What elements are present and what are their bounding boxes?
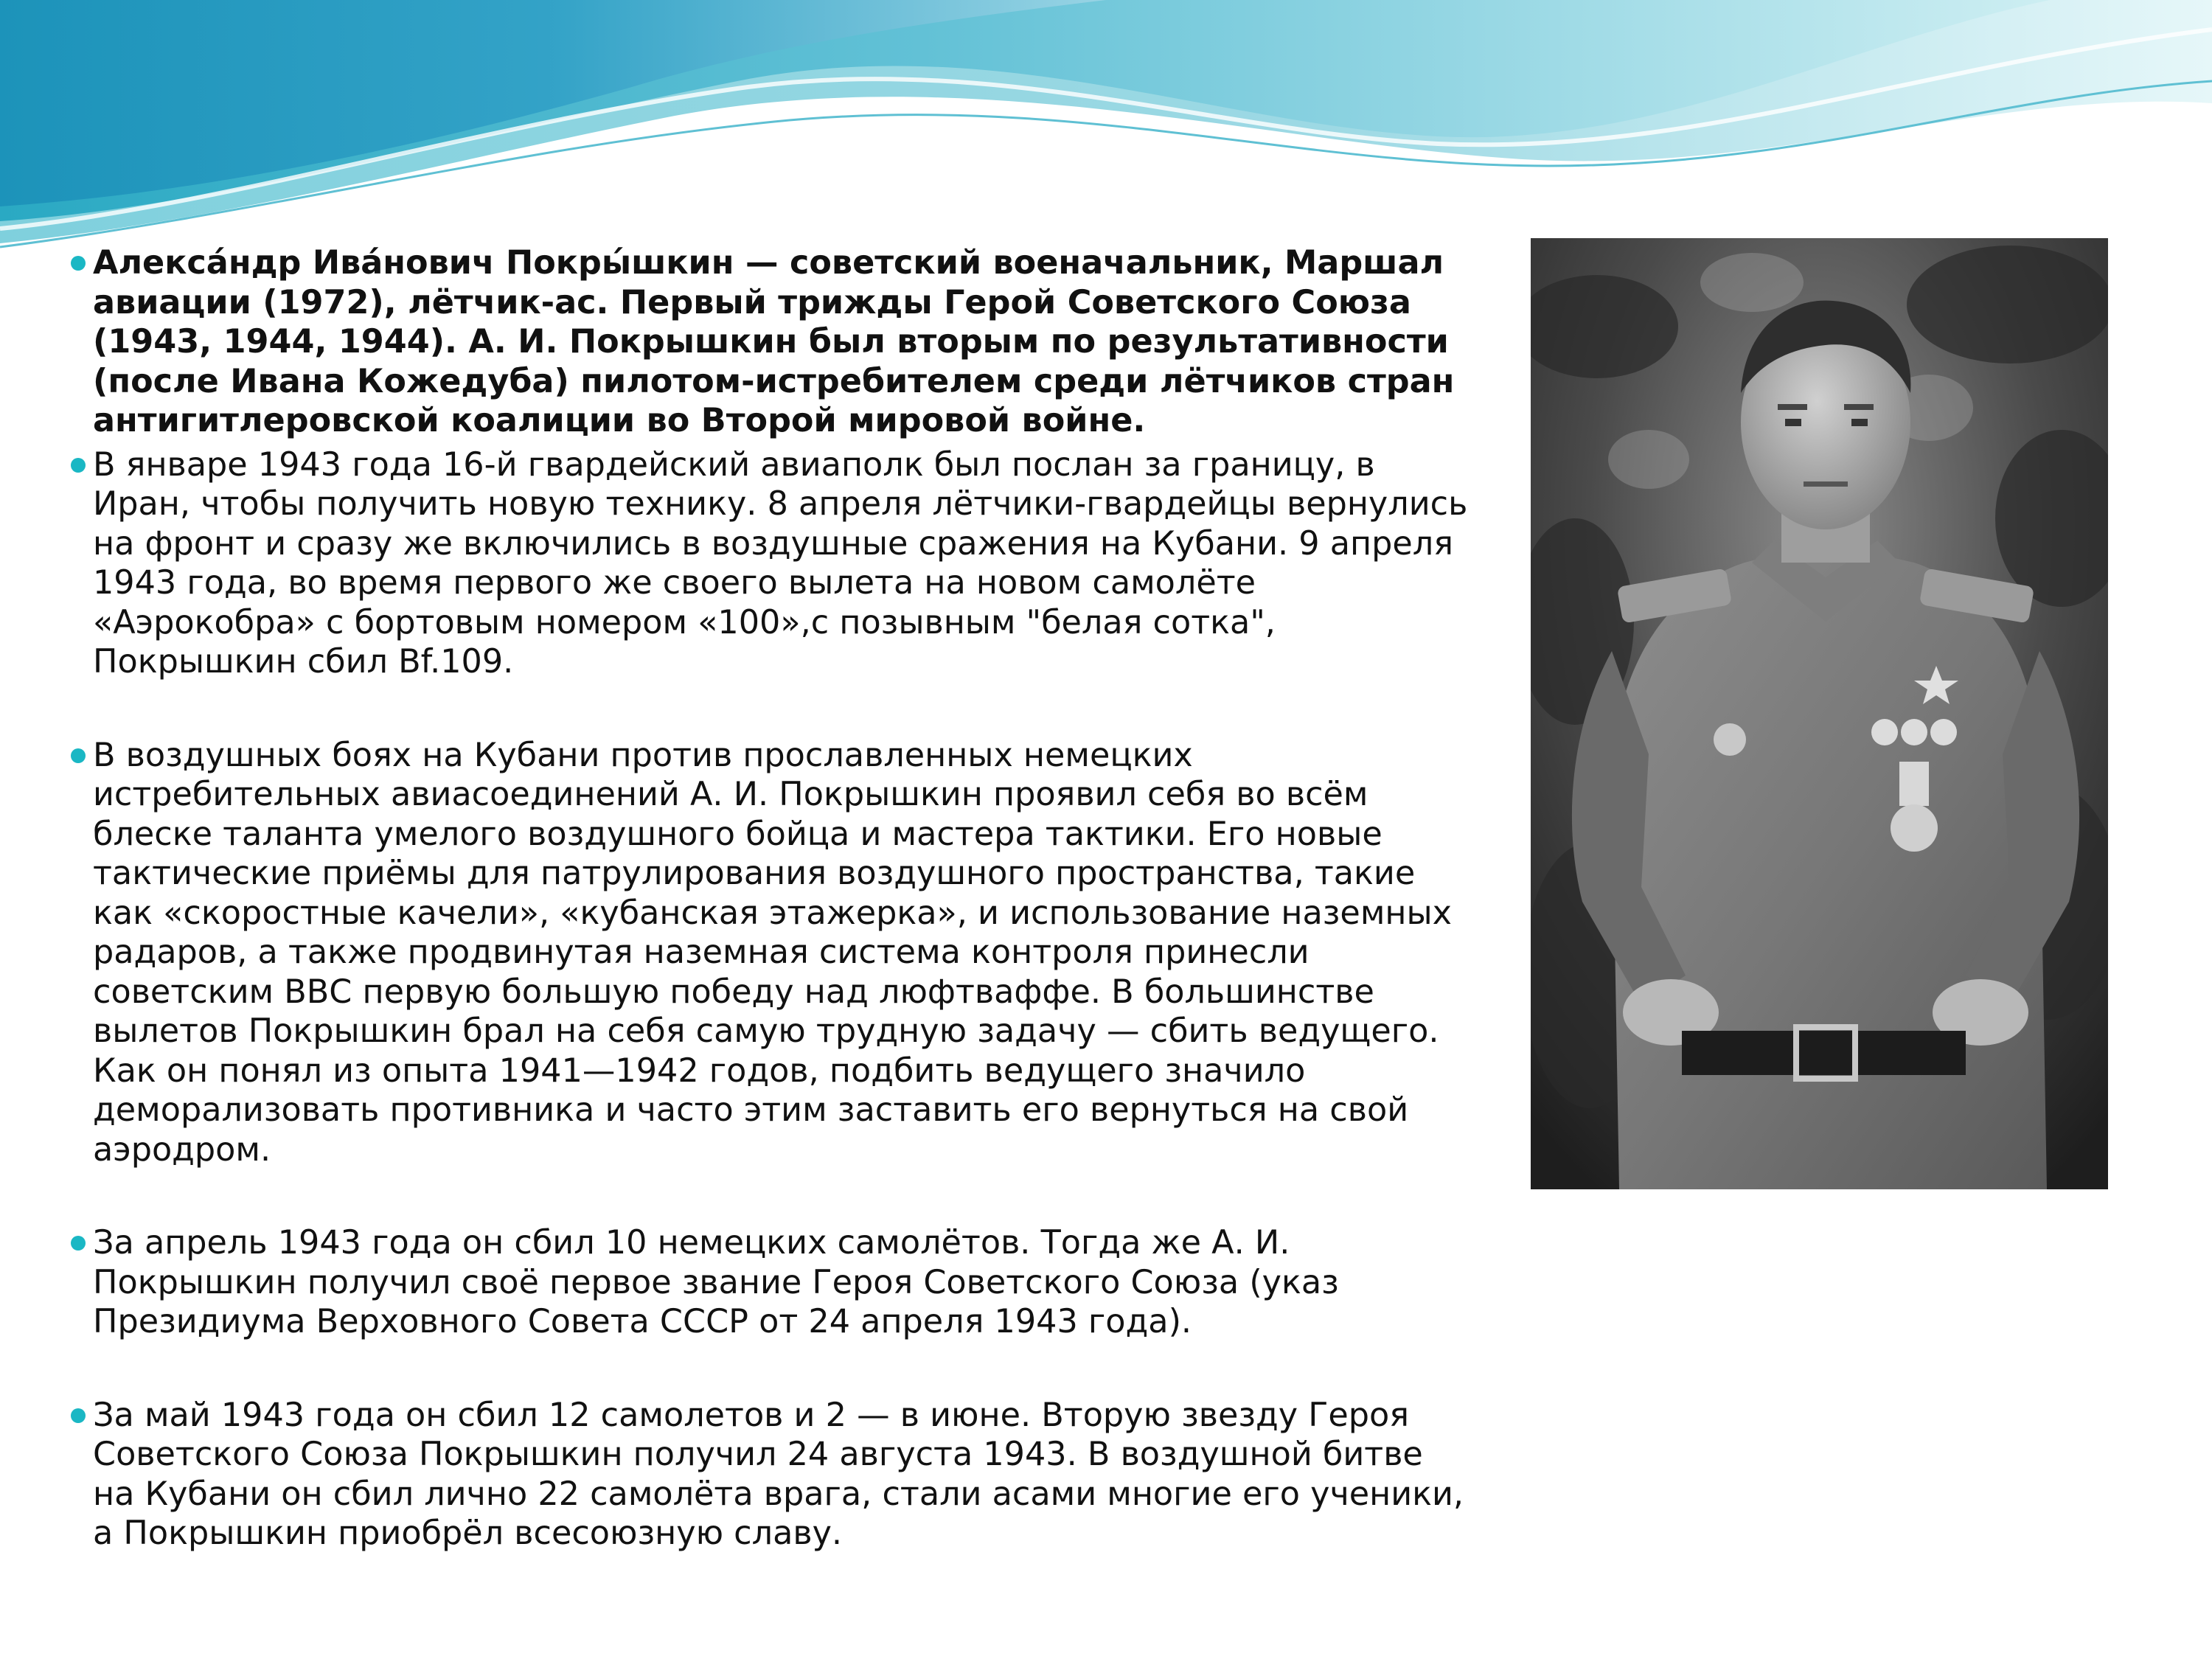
paragraph-april-text: За апрель 1943 года он сбил 10 немецких самолётов. Тогда же А. И. Покрышкин получил своё первое звание Героя Советского Союза (указ Президиума Верховного Совета СССР от 24 апреля 1943 года).: [93, 1224, 1339, 1340]
paragraph-kuban-text: В воздушных боях на Кубани против прославленных немецких истребительных авиасоединений А. И. Покрышкин проявил себя во всём блеске таланта умелого воздушного бойца и мастера тактики. Его новые тактические приёмы для патрулирования воздушного пространства, такие как «скоростные качели», «кубанская этажерка», и использование наземных радаров, а также продвинутая наземная система контроля принесли советским ВВС первую большую победу над люфтваффе. В большинстве вылетов Покрышкин брал на себя самую трудную задачу — сбить ведущего. Как он понял из опыта 1941—1942 годов, подбить ведущего значило деморализовать противника и часто этим заставить его вернуться на свой аэродром.: [93, 736, 1452, 1169]
paragraph-iran-text: В январе 1943 года 16-й гвардейский авиаполк был послан за границу, в Иран, чтобы получить новую технику. 8 апреля лётчики-гвардейцы вернулись на фронт и сразу же включились в воздушные сражения на Кубани. 9 апреля 1943 года, во время первого же своего вылета на новом самолёте «Аэрокобра» с бортовым номером «100»,с позывным "белая сотка", Покрышкин сбил Bf.109.: [93, 445, 1468, 681]
paragraph-intro-text: Алекса́ндр Ива́нович Покры́шкин — советский военачальник, Маршал авиации (1972), лётчик-ас. Первый трижды Герой Советского Союза (1943, 1944, 1944). А. И. Покрышкин был вторым по результативности (после Ивана Кожедуба) пилотом-истребителем среди лётчиков стран антигитлеровской коалиции во Второй мировой войне.: [93, 244, 1455, 439]
paragraph-iran: [71, 445, 1472, 682]
text-column: [71, 243, 1472, 1554]
bullet-dot-icon: [71, 256, 86, 271]
paragraph-may: [71, 1396, 1472, 1554]
paragraph-april: [71, 1223, 1472, 1342]
bullet-dot-icon: [71, 748, 86, 763]
paragraph-may-text: За май 1943 года он сбил 12 самолетов и 2 — в июне. Вторую звезду Героя Советского Союза Покрышкин получил 24 августа 1943. В воздушной битве на Кубани он сбил лично 22 самолёта врага, стали асами многие его ученики, а Покрышкин приобрёл всесоюзную славу.: [93, 1396, 1464, 1552]
paragraph-kuban: [71, 736, 1472, 1170]
bullet-dot-icon: [71, 1408, 86, 1423]
portrait-photo-icon: [1531, 238, 2108, 1189]
header-wave-decoration: [0, 0, 2212, 265]
bullet-dot-icon: [71, 1236, 86, 1251]
paragraph-intro: [71, 243, 1472, 441]
bullet-dot-icon: [71, 458, 86, 473]
